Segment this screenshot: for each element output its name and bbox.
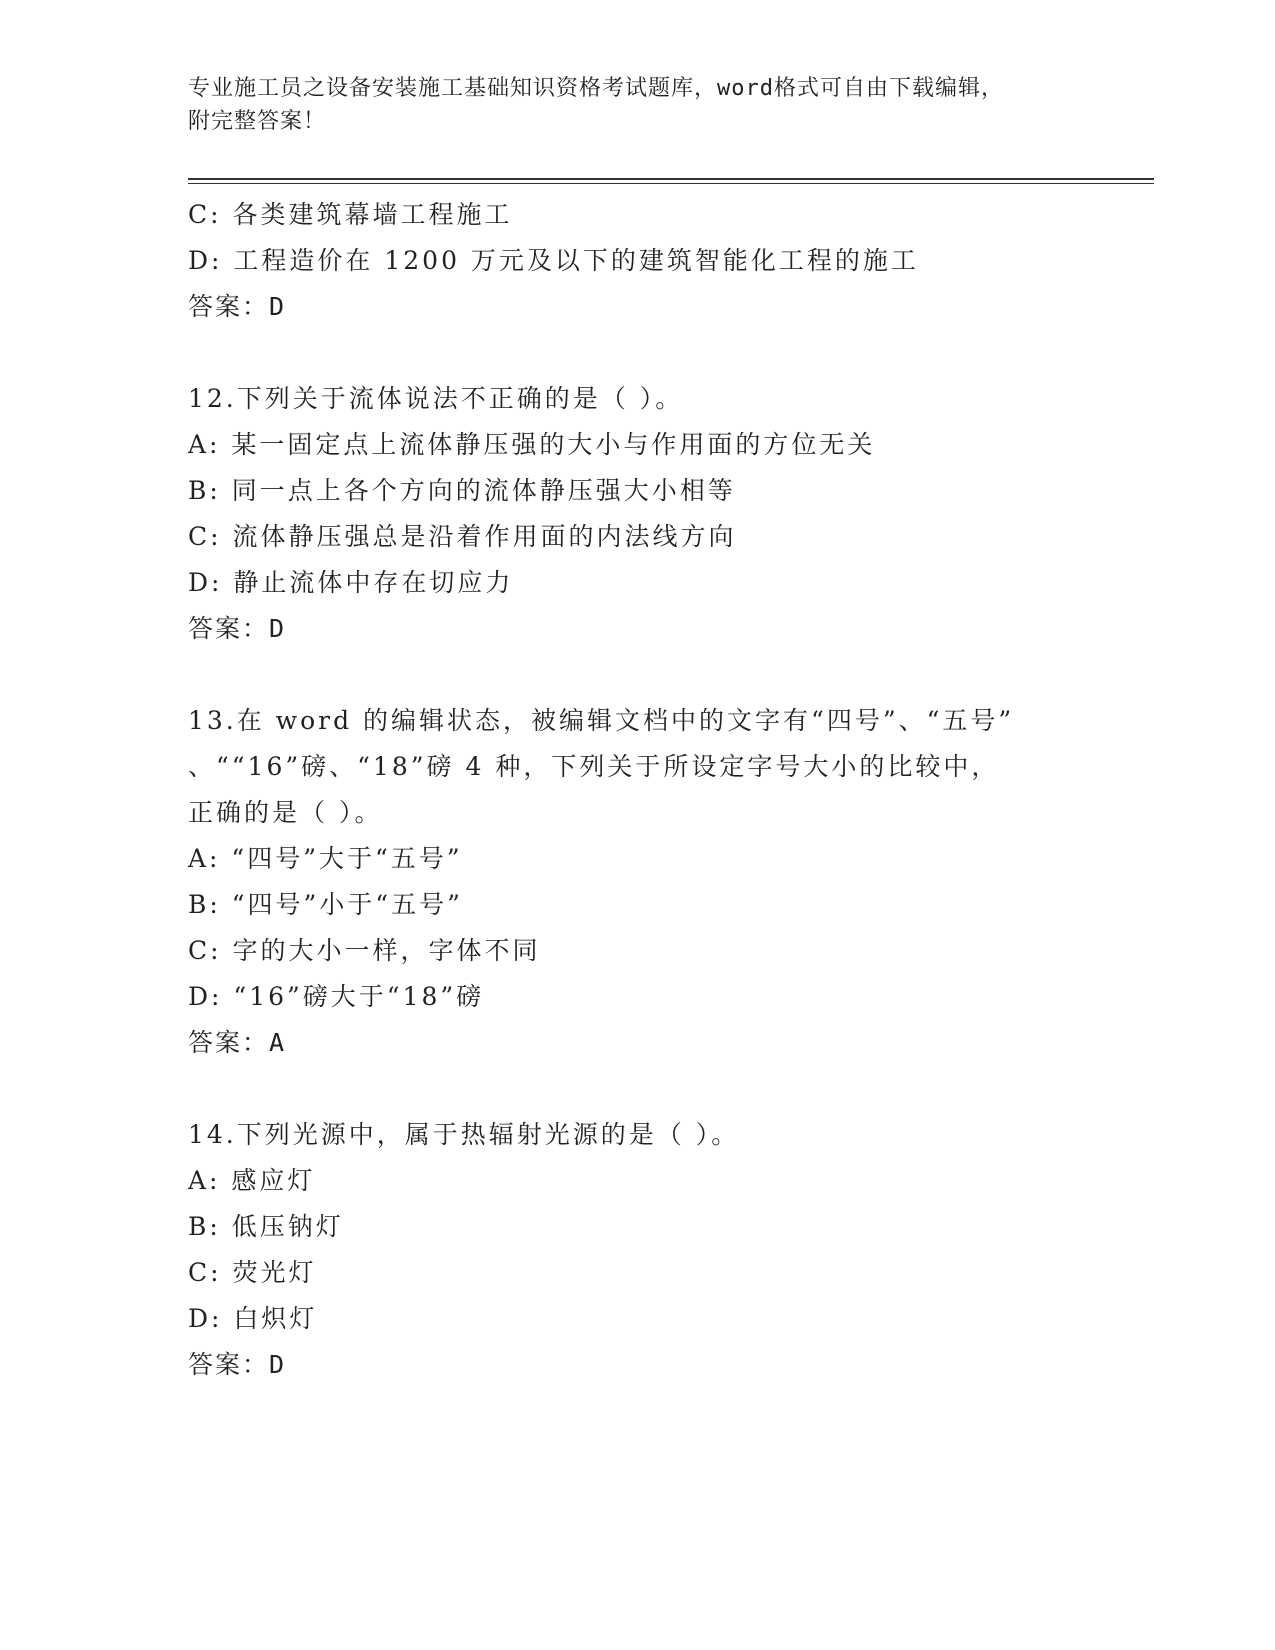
q13-option-d: D: “16”磅大于“18”磅 xyxy=(188,982,485,1011)
q11-option-c: C: 各类建筑幕墙工程施工 xyxy=(188,200,513,229)
q13-stem-line-1: 13.在 word 的编辑状态，被编辑文档中的文字有“四号”、“五号” xyxy=(188,706,1015,735)
q12-answer: 答案：D xyxy=(188,614,287,643)
spacer xyxy=(188,652,1088,698)
q12-option-d: D: 静止流体中存在切应力 xyxy=(188,568,514,597)
q13-option-b: B: “四号”小于“五号” xyxy=(188,890,463,919)
q12-stem: 12.下列关于流体说法不正确的是（ ）。 xyxy=(188,384,684,413)
document-header xyxy=(188,72,1088,138)
q12-option-c: C: 流体静压强总是沿着作用面的内法线方向 xyxy=(188,522,737,551)
document-body xyxy=(188,192,1088,1388)
q14-option-a: A: 感应灯 xyxy=(188,1166,316,1195)
q12-option-a: A: 某一固定点上流体静压强的大小与作用面的方位无关 xyxy=(188,430,876,459)
spacer xyxy=(188,330,1088,376)
question-11-block xyxy=(188,192,1088,330)
q13-stem-line-3: 正确的是（ ）。 xyxy=(188,798,383,827)
spacer xyxy=(188,1066,1088,1112)
q14-answer: 答案：D xyxy=(188,1350,287,1379)
q14-option-d: D: 白炽灯 xyxy=(188,1304,318,1333)
header-line-1: 专业施工员之设备安装施工基础知识资格考试题库，word格式可自由下载编辑， xyxy=(188,76,1004,101)
question-14-block xyxy=(188,1112,1088,1388)
header-divider-thin xyxy=(188,183,1154,184)
header-line-2: 附完整答案！ xyxy=(188,109,327,134)
header-divider-thick xyxy=(188,178,1154,180)
q13-option-c: C: 字的大小一样，字体不同 xyxy=(188,936,541,965)
q13-option-a: A: “四号”大于“五号” xyxy=(188,844,463,873)
q14-option-c: C: 荧光灯 xyxy=(188,1258,317,1287)
q14-stem: 14.下列光源中，属于热辐射光源的是（ ）。 xyxy=(188,1120,740,1149)
q11-option-d: D: 工程造价在 1200 万元及以下的建筑智能化工程的施工 xyxy=(188,246,919,275)
q13-answer: 答案：A xyxy=(188,1028,287,1057)
q13-stem-line-2: 、““16”磅、“18”磅 4 种，下列关于所设定字号大小的比较中， xyxy=(188,752,1000,781)
q12-option-b: B: 同一点上各个方向的流体静压强大小相等 xyxy=(188,476,736,505)
q11-answer: 答案：D xyxy=(188,292,287,321)
question-13-block xyxy=(188,698,1088,1066)
q14-option-b: B: 低压钠灯 xyxy=(188,1212,344,1241)
question-12-block xyxy=(188,376,1088,652)
